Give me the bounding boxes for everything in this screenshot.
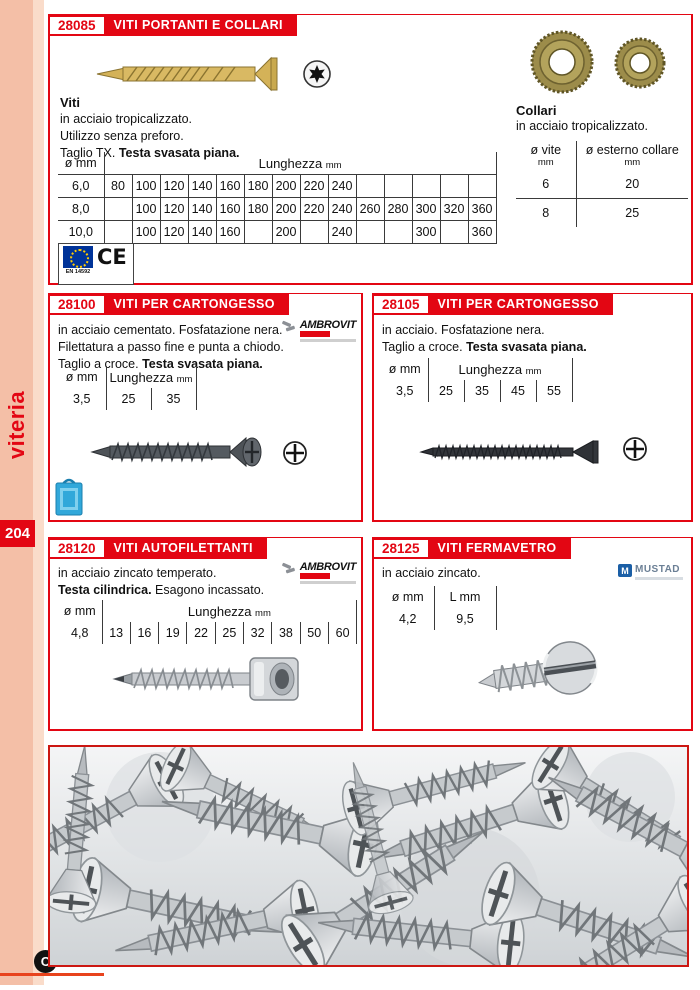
table-cell: 200 bbox=[272, 198, 300, 221]
table-cell: 6 bbox=[516, 170, 576, 199]
table-cell: 280 bbox=[384, 198, 412, 221]
table-cell: 320 bbox=[440, 198, 468, 221]
table-cell: 260 bbox=[356, 198, 384, 221]
table-cell: 220 bbox=[300, 175, 328, 198]
screws-glyph-icon bbox=[281, 562, 297, 576]
table-row bbox=[58, 388, 196, 410]
table-header-row: ø mm L mm bbox=[382, 586, 496, 608]
table-cell bbox=[244, 221, 272, 244]
table-cell: 19 bbox=[159, 622, 187, 644]
table-row bbox=[58, 175, 496, 198]
table-cell: 25 bbox=[215, 622, 243, 644]
section-title: VITI PER CARTONGESSO bbox=[113, 297, 275, 311]
section-28105-header bbox=[372, 293, 613, 315]
brand-badge bbox=[300, 331, 330, 337]
table-cell: 38 bbox=[272, 622, 300, 644]
table-cell: 160 bbox=[216, 175, 244, 198]
table-cell: 6,0 bbox=[58, 175, 104, 198]
table-cell: 120 bbox=[160, 198, 188, 221]
section-title: VITI PER CARTONGESSO bbox=[437, 297, 599, 311]
table-cell: 360 bbox=[468, 221, 496, 244]
ambrovit-logo bbox=[281, 562, 356, 584]
length-header: Lunghezza mm bbox=[104, 152, 496, 175]
table-cell: 300 bbox=[412, 198, 440, 221]
table-cell bbox=[300, 221, 328, 244]
table-row bbox=[382, 380, 572, 402]
table-cell: 100 bbox=[132, 198, 160, 221]
collars-table bbox=[516, 141, 688, 227]
dimensions-table bbox=[58, 152, 497, 244]
table-cell bbox=[440, 221, 468, 244]
mustad-text-block: MUSTAD bbox=[635, 564, 683, 580]
section-28120-header bbox=[48, 537, 267, 559]
table-row bbox=[58, 622, 357, 644]
table-cell: 25 bbox=[428, 380, 464, 402]
table-cell bbox=[384, 175, 412, 198]
table-cell: 160 bbox=[216, 198, 244, 221]
collars-image bbox=[520, 23, 690, 101]
table-cell: 45 bbox=[500, 380, 536, 402]
table-cell: 300 bbox=[412, 221, 440, 244]
table-cell bbox=[356, 175, 384, 198]
table-cell: 240 bbox=[328, 198, 356, 221]
ce-standard: EN 14592 bbox=[65, 269, 91, 275]
dimensions-table bbox=[382, 358, 573, 402]
brand-tagline bbox=[635, 577, 683, 580]
brand-badge bbox=[300, 573, 330, 579]
article-code: 28125 bbox=[374, 540, 428, 557]
table-cell: 120 bbox=[160, 221, 188, 244]
table-cell: 4,8 bbox=[71, 626, 89, 640]
table-cell: 140 bbox=[188, 221, 216, 244]
table-row bbox=[516, 170, 688, 199]
drywall-screw-image bbox=[90, 426, 275, 478]
table-cell: 140 bbox=[188, 175, 216, 198]
dimensions-table bbox=[382, 586, 497, 630]
table-row bbox=[516, 199, 688, 228]
product-title: Viti bbox=[60, 95, 80, 110]
table-cell: 180 bbox=[244, 175, 272, 198]
section-28125 bbox=[372, 537, 693, 731]
product-description: in acciaio zincato. bbox=[382, 566, 481, 580]
phillips-drive-icon bbox=[282, 440, 308, 466]
table-cell bbox=[356, 221, 384, 244]
slotted-screw-image bbox=[474, 630, 609, 710]
desc-line: Utilizzo senza preforo. bbox=[60, 128, 184, 143]
sidebar-category-label: viteria bbox=[4, 390, 30, 460]
section-title: VITI PORTANTI E COLLARI bbox=[113, 18, 283, 32]
torx-drive-icon bbox=[302, 59, 332, 89]
page-number-badge: 204 bbox=[0, 520, 35, 547]
table-cell: 9,5 bbox=[434, 608, 496, 630]
product-description: in acciaio zincato temperato. Testa cilindrica. Esagono incassato. bbox=[58, 566, 265, 597]
footer-line bbox=[0, 973, 104, 976]
table-cell: 160 bbox=[216, 221, 244, 244]
table-cell: 100 bbox=[132, 175, 160, 198]
table-cell: 200 bbox=[272, 175, 300, 198]
section-28100-header bbox=[48, 293, 289, 315]
table-cell bbox=[468, 175, 496, 198]
table-cell: 100 bbox=[132, 221, 160, 244]
table-cell bbox=[440, 175, 468, 198]
section-28100 bbox=[48, 293, 363, 522]
section-title: VITI FERMAVETRO bbox=[437, 541, 557, 555]
table-cell bbox=[384, 221, 412, 244]
table-cell: 3,5 bbox=[396, 384, 414, 398]
product-description: in acciaio. Fosfatazione nera. Taglio a croce. Testa svasata piana. bbox=[382, 323, 587, 354]
article-code: 28120 bbox=[50, 540, 104, 557]
table-header-row: ø mm Lunghezza mm bbox=[58, 366, 196, 388]
table-cell: 120 bbox=[160, 175, 188, 198]
table-cell: 55 bbox=[536, 380, 572, 402]
article-code: 28100 bbox=[50, 296, 104, 313]
table-cell: 13 bbox=[102, 622, 130, 644]
ce-letters: CE bbox=[97, 245, 127, 269]
table-cell: 20 bbox=[576, 170, 688, 199]
table-cell: 50 bbox=[300, 622, 328, 644]
table-cell: 35 bbox=[151, 388, 196, 410]
section-28085 bbox=[48, 14, 693, 285]
table-cell: 8 bbox=[542, 206, 550, 220]
dimensions-table bbox=[58, 366, 197, 410]
table-cell bbox=[412, 175, 440, 198]
screws-glyph-icon bbox=[281, 320, 297, 334]
package-box-icon bbox=[53, 476, 85, 518]
table-cell: 35 bbox=[464, 380, 500, 402]
table-row bbox=[382, 608, 496, 630]
diameter-header: ø mm bbox=[58, 152, 104, 175]
table-cell: 140 bbox=[188, 198, 216, 221]
brand-tagline bbox=[300, 339, 356, 342]
table-header-row: ø mm Lunghezza mm bbox=[58, 600, 357, 622]
table-cell: 4,2 bbox=[399, 612, 417, 626]
desc-line: in acciaio tropicalizzato. bbox=[60, 112, 193, 126]
ambrovit-text-block: AMBROVIT bbox=[300, 562, 356, 584]
table-row bbox=[58, 221, 496, 244]
section-28085-header bbox=[48, 14, 297, 36]
table-row bbox=[58, 198, 496, 221]
ambrovit-logo bbox=[281, 320, 356, 342]
table-cell: 200 bbox=[272, 221, 300, 244]
ambrovit-text-block: AMBROVIT bbox=[300, 320, 356, 342]
table-cell: 16 bbox=[130, 622, 158, 644]
table-cell: 60 bbox=[328, 622, 356, 644]
table-cell: 32 bbox=[243, 622, 271, 644]
section-28125-header bbox=[372, 537, 571, 559]
table-header-row bbox=[58, 152, 496, 175]
gold-screw-image bbox=[95, 51, 295, 97]
table-cell: 80 bbox=[104, 175, 132, 198]
table-cell: 3,5 bbox=[73, 392, 91, 406]
table-cell: 180 bbox=[244, 198, 272, 221]
table-cell: 220 bbox=[300, 198, 328, 221]
table-cell: 240 bbox=[328, 175, 356, 198]
desc-line: Taglio TX. Testa svasata piana. bbox=[60, 145, 240, 160]
table-cell: 25 bbox=[106, 388, 151, 410]
collar-col2-header: ø esterno collare mm bbox=[576, 141, 688, 170]
black-screw-image bbox=[419, 432, 614, 472]
collars-title: Collari bbox=[516, 103, 557, 118]
screws-photo-illustration bbox=[50, 747, 687, 965]
table-cell: 240 bbox=[328, 221, 356, 244]
table-cell: 8,0 bbox=[58, 198, 104, 221]
table-cell: 22 bbox=[187, 622, 215, 644]
sidebar-category bbox=[0, 340, 34, 510]
dimensions-table bbox=[58, 600, 357, 644]
collars-description: in acciaio tropicalizzato. bbox=[516, 119, 649, 133]
article-code: 28085 bbox=[50, 17, 104, 34]
eu-flag-icon bbox=[63, 246, 93, 268]
table-cell: 25 bbox=[576, 199, 688, 228]
section-title: VITI AUTOFILETTANTI bbox=[113, 541, 253, 555]
brand-tagline bbox=[300, 581, 356, 584]
corner-c-mark: C bbox=[34, 950, 57, 973]
ce-marking bbox=[58, 243, 134, 285]
sidebar-strip-light bbox=[33, 0, 44, 985]
table-cell bbox=[104, 198, 132, 221]
table-cell bbox=[104, 221, 132, 244]
mustad-mark-icon: M bbox=[618, 564, 632, 577]
table-cell: 10,0 bbox=[58, 221, 104, 244]
mustad-logo bbox=[618, 564, 683, 580]
table-cell: 360 bbox=[468, 198, 496, 221]
product-description: in acciaio cementato. Fosfatazione nera. Filettatura a passo fine e punta a chiodo. Taglio a croce. Testa svasata piana. bbox=[58, 323, 284, 371]
collar-col1-header: ø vite mm bbox=[530, 143, 562, 168]
socket-head-screw-image bbox=[110, 650, 310, 708]
screws-photo bbox=[48, 745, 689, 967]
table-header-row bbox=[516, 141, 688, 170]
section-28105 bbox=[372, 293, 693, 522]
eu-flag-block bbox=[63, 246, 93, 275]
section-28120 bbox=[48, 537, 363, 731]
article-code: 28105 bbox=[374, 296, 428, 313]
phillips-drive-icon bbox=[622, 436, 648, 462]
table-header-row: ø mm Lunghezza mm bbox=[382, 358, 572, 380]
